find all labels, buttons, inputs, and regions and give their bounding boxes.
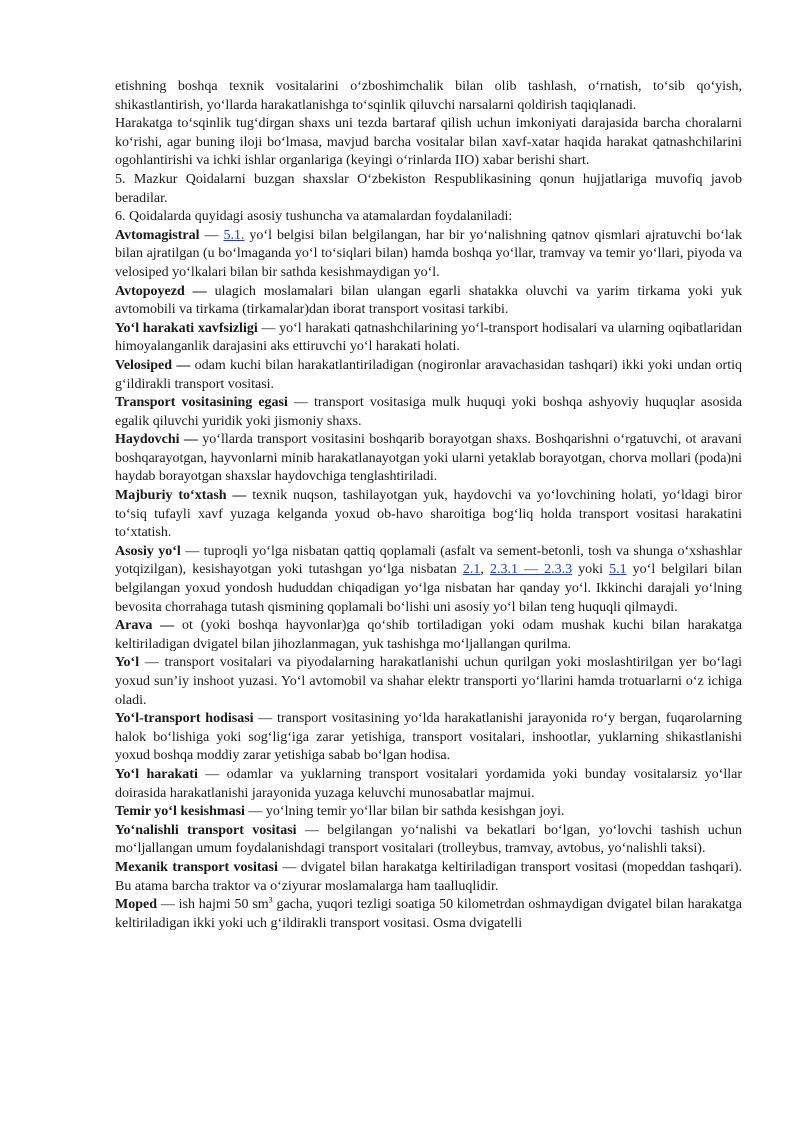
definition-text: — tuproqli yo‘lga nisbatan qattiq qoplamali (asfalt va sement-betonli, tosh va shunga o‘xshashlar yotqizilgan), kesishayotgan yoki tutashgan yo‘lga nisbatan xyxy=(115,543,742,578)
definition-avtomagistral xyxy=(115,227,742,283)
term-arava: Arava — xyxy=(115,618,175,634)
link-sign-5-1[interactable]: 5.1 xyxy=(609,562,627,578)
definition-text: yo‘l belgisi bilan belgilangan, har bir yo‘nalishning qatnov qismlari ajratuvchi bo‘lak bilan ajratilgan (u bo‘lmaganda yo‘l to‘siqlari bilan) hamda boshqa yo‘llar, tramvay va temir yo‘llari, piyoda va velosiped yo‘lkalari bilan bir sathda kesishmaydigan yo‘l. xyxy=(115,227,742,280)
term-avtomagistral: Avtomagistral xyxy=(115,227,200,243)
term-xavfsizlik: Yo‘l harakati xavfsizligi xyxy=(115,320,258,336)
term-haydovchi: Haydovchi — xyxy=(115,432,198,448)
definition-xavfsizlik xyxy=(115,320,742,357)
definition-hodisa xyxy=(115,710,742,766)
paragraph-obstacle-duty: Harakatga to‘sqinlik tug‘dirgan shaxs uni tezda bartaraf qilish uchun imkoniyati darajasida barcha choralarni ko‘rishi, agar buning iloji bo‘lmasa, mavjud barcha vositalar bilan xavf-xatar haqida harakat qatnashchilarini ogohlantirishi va ichki ishlar organlariga (keyingi o‘rinlarda IIO) xabar berishi shart. xyxy=(115,116,742,169)
definition-text: texnik nuqson, tashilayotgan yuk, haydovchi va yo‘lovchining holati, yo‘ldagi biror to‘siq tufayli xavf yuzaga kelganda yoxud ob-havo sharoitiga bog‘liq holda transport vositasi harakatini to‘xtatish. xyxy=(115,488,742,541)
link-sign-2-1[interactable]: 2.1 xyxy=(462,562,481,578)
definition-moped xyxy=(115,896,742,933)
paragraph-item-6: 6. Qoidalarda quyidagi asosiy tushuncha va atamalardan foydalaniladi: xyxy=(115,209,513,225)
link-sign-2-3-1-2-3-3[interactable]: 2.3.1 — 2.3.3 xyxy=(489,562,573,578)
definition-text: — ish hajmi 50 sm xyxy=(157,897,269,913)
superscript: 3 xyxy=(268,895,273,905)
definition-harakati xyxy=(115,766,742,803)
definition-yonalishli xyxy=(115,822,742,859)
definition-yol xyxy=(115,654,742,710)
definition-text: odam kuchi bilan harakatlantiriladigan (nogironlar aravachasidan tashqari) ikki yoki undan ortiq g‘ildirakli transport vositasi. xyxy=(115,357,742,392)
definition-text: ot (yoki boshqa hayvonlar)ga qo‘shib tortiladigan yoki odam mushak kuchi bilan harakatga keltiriladigan dvigatel bilan jihozlanmagan, yuk tashishga mo‘ljallangan qurilma. xyxy=(115,618,743,652)
term-asosiy: Asosiy yo‘l xyxy=(115,543,181,559)
definition-text: ulagich moslamalari bilan ulangan egarli shatakka oluvchi va yarim tirkama yoki yuk avtomobili va tirkama (tirkamalar)dan iborat transport vositasi tarkibi. xyxy=(115,283,742,318)
term-yol: Yo‘l xyxy=(115,655,140,671)
separator: yoki xyxy=(572,562,610,578)
separator: , xyxy=(480,562,490,578)
definition-text: — transport vositasining yo‘lda harakatlanishi jarayonida ro‘y bergan, fuqarolarning halok bo‘lishiga yoki sog‘lig‘iga zarar yetishiga, transport vositalari, inshootlar, yuklarning shikastlanishi yoxud boshqa moddiy zarar yetishiga sabab bo‘lgan hodisa. xyxy=(115,711,742,764)
definition-text: yo‘llarda transport vositasini boshqarib borayotgan shaxs. Boshqarishni o‘rgatuvchi, ot aravani boshqarayotgan, hayvonlarni minib harakatlanayotgan yoki ularni yetaklab borayotgan, chorva mollari (poda)ni haydab borayotgan shaxslar haydovchiga tenglashtiriladi. xyxy=(115,432,742,485)
definition-arava xyxy=(115,617,742,654)
definition-egasi xyxy=(115,394,742,431)
term-majburiy: Majburiy to‘xtash — xyxy=(115,488,247,504)
definition-text: — belgilangan yo‘nalishi va bekatlari bo‘lgan, yo‘lovchi tashish uchun mo‘ljallangan umum foydalanishdagi transport vositalari (trolleybus, tramvay, avtobus, yo‘nalishli taksi). xyxy=(115,822,742,857)
link-sign-5-1[interactable]: 5.1. xyxy=(223,227,245,243)
document-page xyxy=(115,78,742,933)
term-harakati: Yo‘l harakati xyxy=(115,766,198,782)
definition-velosiped xyxy=(115,357,742,394)
definition-text: gacha, yuqori tezligi soatiga 50 kilometrdan oshmaydigan dvigatel bilan harakatga keltiriladigan ikki yoki uch g‘ildirakli transport vositasi. Osma dvigatelli xyxy=(115,897,743,931)
definition-text: — transport vositasiga mulk huquqi yoki boshqa ashyoviy huquqlar asosida egalik qiluvchi yuridik yoki jismoniy shaxs. xyxy=(115,395,743,429)
definition-text: — dvigatel bilan harakatga keltiriladigan transport vositasi (mopeddan tashqari). Bu atama barcha traktor va o‘ziyurar moslamalarga ham taalluqlidir. xyxy=(115,859,742,894)
paragraph-continuation: etishning boshqa texnik vositalarini o‘zboshimchalik bilan olib tashlash, o‘rnatish, to‘sib qo‘yish, shikastlantirish, yo‘llarda harakatlanishga to‘sqinlik qiluvchi narsalarni qoldirish taqiqlanadi. xyxy=(115,79,742,113)
term-velosiped: Velosiped — xyxy=(115,357,191,373)
paragraph-item-5: 5. Mazkur Qoidalarni buzgan shaxslar O‘zbekiston Respublikasining qonun hujjatlariga muvofiq javob beradilar. xyxy=(115,171,742,206)
definition-text: — yo‘l harakati qatnashchilarining yo‘l-transport hodisalari va ularning oqibatlaridan himoyalanganlik darajasini aks ettiruvchi yo‘l harakati holati. xyxy=(115,320,742,355)
definition-asosiy xyxy=(115,543,742,617)
term-dash: — xyxy=(199,227,224,243)
term-mexanik: Mexanik transport vositasi xyxy=(115,859,278,875)
term-yonalishli: Yo‘nalishli transport vositasi xyxy=(115,822,297,838)
term-moped: Moped xyxy=(115,897,157,913)
term-temir: Temir yo‘l kesishmasi xyxy=(115,804,245,820)
definition-mexanik xyxy=(115,859,742,896)
definition-text: — yo‘lning temir yo‘llar bilan bir sathda kesishgan joyi. xyxy=(244,804,565,820)
definition-text: — transport vositalari va piyodalarning harakatlanishi uchun qurilgan yoki moslashtirilgan yer bo‘lagi yoxud sun’iy inshoot yuzasi. Yo‘l avtomobil va shahar elektr transporti yo‘llarini hamda trotuarlarni o‘z ichiga oladi. xyxy=(115,655,742,708)
definition-text: — odamlar va yuklarning transport vositalari yordamida yoki bunday vositalarsiz yo‘llar doirasida harakatlanishi jarayonida yuzaga keluvchi munosabatlar majmui. xyxy=(115,766,742,801)
definition-text: yo‘l belgilari bilan belgilangan yoxud yondosh hududdan chiqadigan yo‘lga nisbatan har qanday yo‘l. Ikkinchi darajali yo‘lning bevosita chorrahaga tutash qismining qoplamali bo‘lishi uni asosiy yo‘l bilan teng huquqli qilmaydi. xyxy=(115,562,743,615)
definition-avtopoyezd xyxy=(115,283,742,320)
definition-temir xyxy=(115,803,742,822)
term-egasi: Transport vositasining egasi xyxy=(115,395,288,411)
term-hodisa: Yo‘l-transport hodisasi xyxy=(115,711,254,727)
term-avtopoyezd: Avtopoyezd — xyxy=(115,283,207,299)
definition-haydovchi xyxy=(115,431,742,487)
definition-majburiy xyxy=(115,487,742,543)
